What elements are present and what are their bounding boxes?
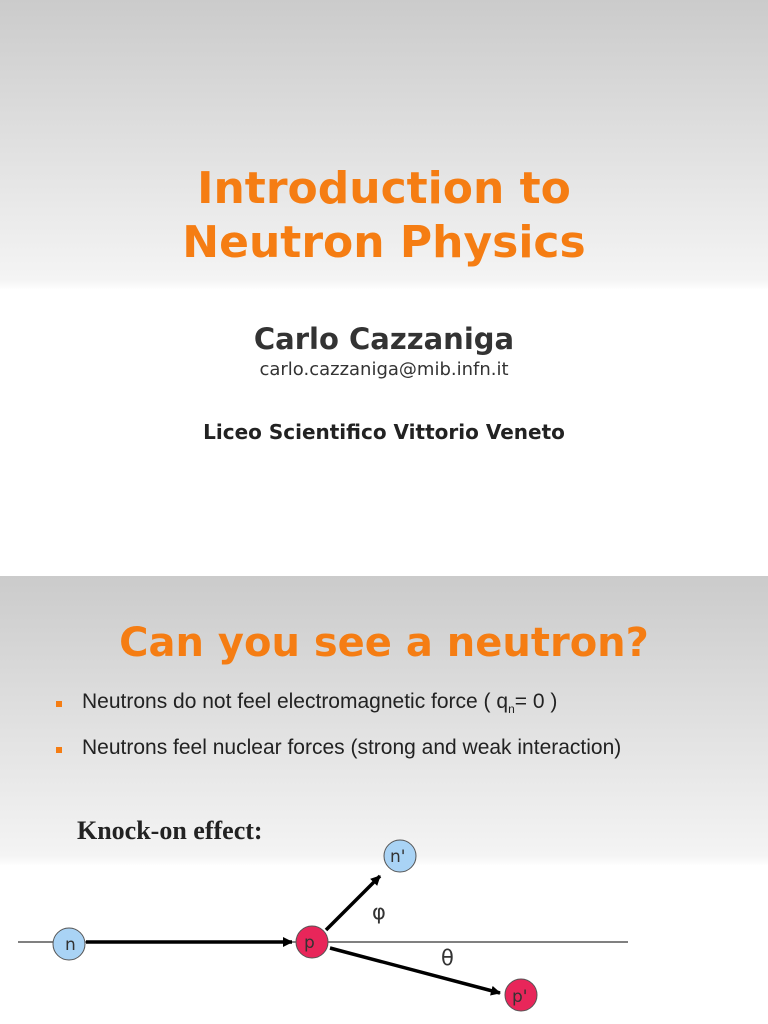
proton-label: p — [304, 933, 315, 953]
bullet-text: Neutrons feel nuclear forces (strong and weak interaction) — [82, 736, 622, 759]
school-name: Liceo Scientifico Vittorio Veneto — [203, 420, 565, 444]
bullet-item — [56, 690, 621, 736]
bullet-list — [56, 690, 621, 782]
bullet-text: Neutrons do not feel electromagnetic force ( q — [82, 690, 509, 713]
bullet-text-tail: = 0 ) — [514, 690, 558, 713]
author-name: Carlo Cazzaniga — [253, 322, 515, 356]
neutron-scattered — [384, 840, 416, 872]
slide-title — [0, 162, 768, 270]
neutron-incoming — [53, 928, 85, 960]
author-email: carlo.cazzaniga@mib.infn.it — [259, 359, 509, 380]
bullet-item — [56, 736, 621, 782]
knock-on-heading: Knock-on effect: — [77, 816, 263, 845]
bullet-marker — [56, 701, 62, 707]
scattered-neutron-label: n' — [390, 847, 406, 867]
subscript-n: n — [508, 702, 515, 717]
title-line-1: Introduction to — [197, 163, 571, 214]
slide-title: Can you see a neutron? — [119, 620, 649, 666]
proton-recoil — [505, 979, 537, 1011]
recoil-proton-arrow — [330, 948, 500, 993]
title-line-2: Neutron Physics — [182, 217, 586, 268]
recoil-proton-label: p' — [512, 987, 528, 1007]
theta-angle-label: θ — [441, 946, 454, 970]
proton-target — [296, 926, 328, 958]
knock-on-diagram — [0, 806, 768, 1024]
bullet-marker — [56, 747, 62, 753]
content-slide — [0, 576, 768, 1024]
phi-angle-label: φ — [372, 900, 386, 924]
neutron-label: n — [65, 935, 76, 955]
